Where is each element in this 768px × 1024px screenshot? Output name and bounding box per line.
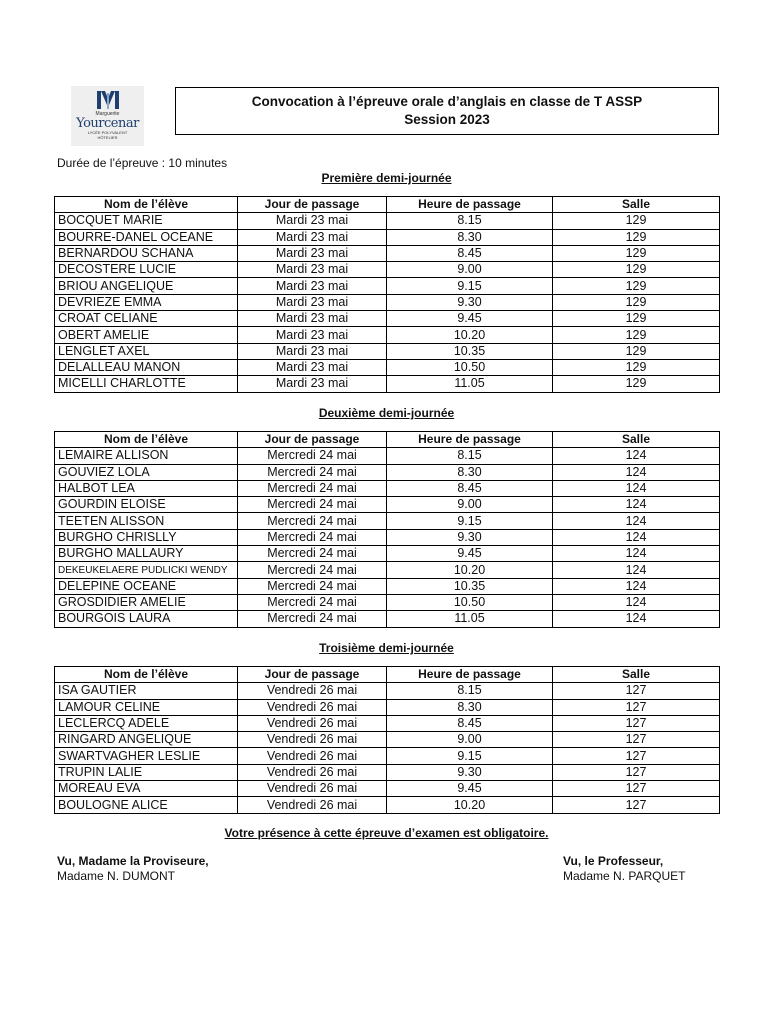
exam-day: Mardi 23 mai — [238, 262, 387, 278]
exam-time: 8.45 — [387, 715, 553, 731]
column-header-day: Jour de passage — [238, 667, 387, 683]
exam-time: 11.05 — [387, 376, 553, 392]
table-row — [55, 529, 720, 545]
student-name: BRIOU ANGELIQUE — [55, 278, 238, 294]
exam-time: 9.30 — [387, 529, 553, 545]
section-title-1: Première demi-journée — [321, 171, 452, 185]
exam-room: 129 — [553, 229, 720, 245]
exam-day: Mercredi 24 mai — [238, 448, 387, 464]
section-title-2: Deuxième demi-journée — [318, 406, 455, 420]
table-header-row — [55, 432, 720, 448]
exam-room: 129 — [553, 359, 720, 375]
logo-name: Yourcenar — [76, 116, 139, 131]
student-name: MOREAU EVA — [55, 781, 238, 797]
table-row — [55, 245, 720, 261]
exam-room: 124 — [553, 448, 720, 464]
table-row — [55, 464, 720, 480]
table-row — [55, 327, 720, 343]
exam-day: Mardi 23 mai — [238, 376, 387, 392]
exam-room: 127 — [553, 781, 720, 797]
exam-day: Mercredi 24 mai — [238, 546, 387, 562]
column-header-room: Salle — [553, 667, 720, 683]
exam-time: 9.15 — [387, 278, 553, 294]
exam-room: 129 — [553, 213, 720, 229]
table-row — [55, 229, 720, 245]
exam-time: 10.50 — [387, 359, 553, 375]
student-name: HALBOT LEA — [55, 480, 238, 496]
exam-day: Mercredi 24 mai — [238, 497, 387, 513]
signature-principal — [57, 854, 209, 884]
student-name: GOUVIEZ LOLA — [55, 464, 238, 480]
table-row — [55, 278, 720, 294]
column-header-name: Nom de l’élève — [55, 667, 238, 683]
table-row — [55, 262, 720, 278]
exam-room: 124 — [553, 611, 720, 627]
exam-time: 9.15 — [387, 748, 553, 764]
exam-room: 129 — [553, 278, 720, 294]
table-row — [55, 376, 720, 392]
student-name: DELALLEAU MANON — [55, 359, 238, 375]
exam-time: 9.45 — [387, 546, 553, 562]
exam-day: Mercredi 24 mai — [238, 480, 387, 496]
student-name: DECOSTERE LUCIE — [55, 262, 238, 278]
document-title: Convocation à l’épreuve orale d’anglais en classe de T ASSP — [251, 94, 643, 109]
logo-small-text: Marguerite — [95, 111, 120, 117]
student-name: DEVRIEZE EMMA — [55, 294, 238, 310]
table-row — [55, 546, 720, 562]
schedule-table-3 — [54, 666, 720, 814]
exam-room: 127 — [553, 699, 720, 715]
section-title-3: Troisième demi-journée — [319, 641, 454, 655]
school-logo — [71, 86, 144, 146]
student-name: SWARTVAGHER LESLIE — [55, 748, 238, 764]
exam-time: 9.30 — [387, 294, 553, 310]
column-header-time: Heure de passage — [387, 667, 553, 683]
exam-room: 124 — [553, 562, 720, 578]
exam-day: Vendredi 26 mai — [238, 781, 387, 797]
exam-day: Mardi 23 mai — [238, 278, 387, 294]
exam-time: 9.30 — [387, 764, 553, 780]
exam-time: 9.00 — [387, 732, 553, 748]
exam-time: 8.45 — [387, 480, 553, 496]
exam-room: 127 — [553, 797, 720, 813]
exam-day: Vendredi 26 mai — [238, 748, 387, 764]
table-row — [55, 715, 720, 731]
exam-day: Mardi 23 mai — [238, 327, 387, 343]
exam-room: 124 — [553, 594, 720, 610]
table-row — [55, 448, 720, 464]
exam-time: 8.15 — [387, 448, 553, 464]
exam-time: 8.30 — [387, 699, 553, 715]
student-name: LAMOUR CELINE — [55, 699, 238, 715]
table-header-row — [55, 197, 720, 213]
student-name: DEKEUKELAERE PUDLICKI WENDY — [55, 562, 238, 578]
exam-room: 124 — [553, 546, 720, 562]
column-header-name: Nom de l’élève — [55, 432, 238, 448]
exam-day: Mardi 23 mai — [238, 343, 387, 359]
exam-duration: Durée de l’épreuve : 10 minutes — [57, 156, 228, 170]
student-name: RINGARD ANGELIQUE — [55, 732, 238, 748]
table-row — [55, 513, 720, 529]
table-row — [55, 578, 720, 594]
exam-day: Mercredi 24 mai — [238, 513, 387, 529]
exam-time: 8.30 — [387, 229, 553, 245]
attendance-note: Votre présence à cette épreuve d’examen est obligatoire. — [224, 826, 549, 840]
teacher-name: Madame N. PARQUET — [563, 869, 686, 883]
student-name: TRUPIN LALIE — [55, 764, 238, 780]
student-name: GOURDIN ELOISE — [55, 497, 238, 513]
student-name: BOCQUET MARIE — [55, 213, 238, 229]
exam-day: Mercredi 24 mai — [238, 529, 387, 545]
student-name: TEETEN ALISSON — [55, 513, 238, 529]
table-row — [55, 480, 720, 496]
exam-day: Vendredi 26 mai — [238, 683, 387, 699]
student-name: ISA GAUTIER — [55, 683, 238, 699]
column-header-name: Nom de l’élève — [55, 197, 238, 213]
exam-room: 124 — [553, 480, 720, 496]
logo-sub1: LYCÉE POLYVALENT — [87, 130, 128, 135]
exam-room: 127 — [553, 683, 720, 699]
student-name: BOULOGNE ALICE — [55, 797, 238, 813]
exam-time: 9.45 — [387, 781, 553, 797]
exam-room: 129 — [553, 294, 720, 310]
column-header-time: Heure de passage — [387, 197, 553, 213]
table-row — [55, 781, 720, 797]
table-row — [55, 562, 720, 578]
school-emblem-icon — [95, 89, 121, 111]
student-name: BURGHO CHRISLLY — [55, 529, 238, 545]
exam-day: Mardi 23 mai — [238, 229, 387, 245]
student-name: BOURGOIS LAURA — [55, 611, 238, 627]
exam-time: 9.15 — [387, 513, 553, 529]
table-row — [55, 594, 720, 610]
table-row — [55, 343, 720, 359]
student-name: BERNARDOU SCHANA — [55, 245, 238, 261]
column-header-day: Jour de passage — [238, 432, 387, 448]
principal-name: Madame N. DUMONT — [57, 869, 176, 883]
student-name: BURGHO MALLAURY — [55, 546, 238, 562]
exam-day: Mercredi 24 mai — [238, 464, 387, 480]
schedule-table-2 — [54, 431, 720, 628]
table-row — [55, 311, 720, 327]
exam-time: 10.20 — [387, 797, 553, 813]
exam-day: Mardi 23 mai — [238, 245, 387, 261]
exam-room: 129 — [553, 262, 720, 278]
exam-room: 129 — [553, 376, 720, 392]
column-header-time: Heure de passage — [387, 432, 553, 448]
exam-room: 124 — [553, 497, 720, 513]
exam-time: 9.00 — [387, 262, 553, 278]
exam-room: 124 — [553, 529, 720, 545]
exam-time: 8.45 — [387, 245, 553, 261]
exam-time: 9.00 — [387, 497, 553, 513]
exam-day: Vendredi 26 mai — [238, 715, 387, 731]
exam-day: Vendredi 26 mai — [238, 764, 387, 780]
student-name: MICELLI CHARLOTTE — [55, 376, 238, 392]
student-name: CROAT CELIANE — [55, 311, 238, 327]
exam-day: Mardi 23 mai — [238, 359, 387, 375]
exam-time: 8.15 — [387, 683, 553, 699]
document-session: Session 2023 — [404, 112, 490, 127]
table-row — [55, 294, 720, 310]
student-name: LEMAIRE ALLISON — [55, 448, 238, 464]
exam-room: 129 — [553, 311, 720, 327]
exam-room: 129 — [553, 343, 720, 359]
table-row — [55, 699, 720, 715]
table-header-row — [55, 667, 720, 683]
exam-day: Vendredi 26 mai — [238, 797, 387, 813]
exam-time: 10.35 — [387, 343, 553, 359]
column-header-room: Salle — [553, 197, 720, 213]
column-header-day: Jour de passage — [238, 197, 387, 213]
teacher-title: Vu, le Professeur, — [563, 854, 664, 868]
logo-sub2: HÔTELIER — [97, 135, 118, 140]
exam-day: Mardi 23 mai — [238, 311, 387, 327]
table-row — [55, 359, 720, 375]
table-row — [55, 497, 720, 513]
student-name: DELEPINE OCEANE — [55, 578, 238, 594]
exam-room: 127 — [553, 732, 720, 748]
exam-room: 124 — [553, 513, 720, 529]
exam-room: 129 — [553, 327, 720, 343]
exam-day: Mercredi 24 mai — [238, 594, 387, 610]
exam-day: Mercredi 24 mai — [238, 611, 387, 627]
exam-room: 124 — [553, 464, 720, 480]
exam-time: 10.20 — [387, 327, 553, 343]
exam-time: 10.35 — [387, 578, 553, 594]
principal-title: Vu, Madame la Proviseure, — [57, 854, 209, 868]
exam-room: 124 — [553, 578, 720, 594]
exam-time: 8.15 — [387, 213, 553, 229]
schedule-table-1 — [54, 196, 720, 393]
exam-day: Vendredi 26 mai — [238, 732, 387, 748]
exam-day: Mercredi 24 mai — [238, 578, 387, 594]
exam-room: 127 — [553, 748, 720, 764]
exam-time: 10.20 — [387, 562, 553, 578]
exam-day: Vendredi 26 mai — [238, 699, 387, 715]
exam-room: 127 — [553, 715, 720, 731]
table-row — [55, 732, 720, 748]
table-row — [55, 748, 720, 764]
table-row — [55, 764, 720, 780]
exam-day: Mercredi 24 mai — [238, 562, 387, 578]
student-name: GROSDIDIER AMELIE — [55, 594, 238, 610]
exam-time: 11.05 — [387, 611, 553, 627]
student-name: LENGLET AXEL — [55, 343, 238, 359]
exam-day: Mardi 23 mai — [238, 213, 387, 229]
exam-time: 8.30 — [387, 464, 553, 480]
table-row — [55, 213, 720, 229]
student-name: OBERT AMELIE — [55, 327, 238, 343]
student-name: BOURRE-DANEL OCEANE — [55, 229, 238, 245]
exam-room: 129 — [553, 245, 720, 261]
exam-day: Mardi 23 mai — [238, 294, 387, 310]
exam-time: 9.45 — [387, 311, 553, 327]
table-row — [55, 611, 720, 627]
signature-teacher — [563, 854, 685, 884]
table-row — [55, 797, 720, 813]
column-header-room: Salle — [553, 432, 720, 448]
exam-room: 127 — [553, 764, 720, 780]
table-row — [55, 683, 720, 699]
document-title-box — [175, 87, 719, 135]
student-name: LECLERCQ ADELE — [55, 715, 238, 731]
exam-time: 10.50 — [387, 594, 553, 610]
